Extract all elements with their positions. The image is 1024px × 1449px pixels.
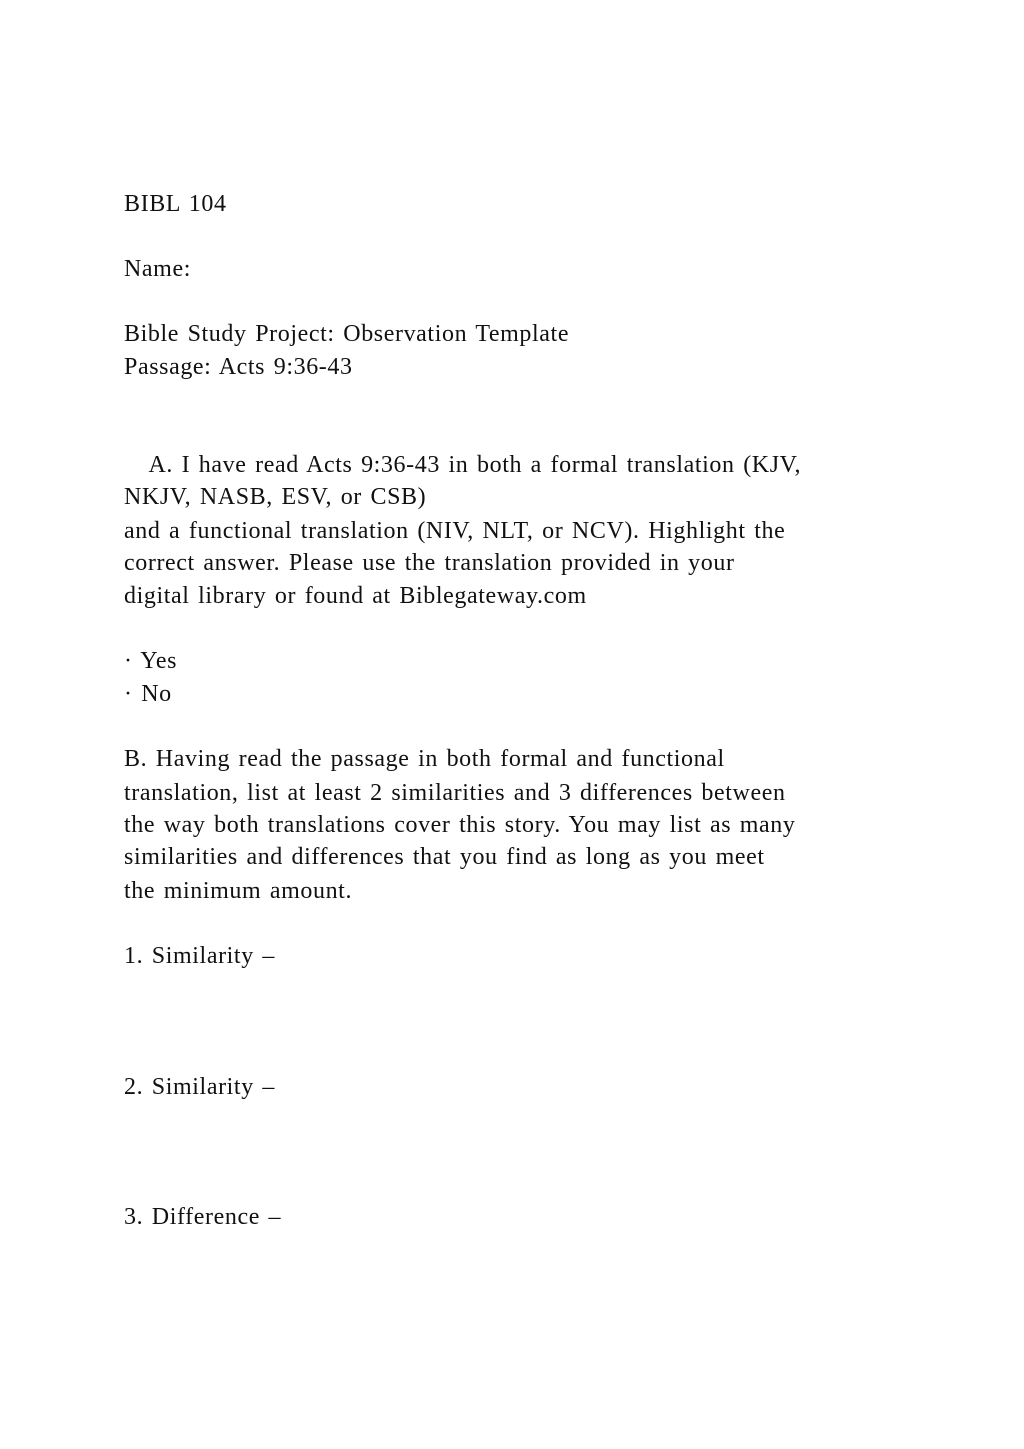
section-b-line: translation, list at least 2 similarities and 3 differences between: [124, 780, 786, 806]
name-label: Name:: [124, 256, 191, 282]
option-no: · No: [124, 681, 172, 707]
section-b-line: similarities and differences that you find as long as you meet: [124, 844, 765, 870]
similarity-item-2: 2. Similarity –: [124, 1074, 275, 1100]
section-a-line: digital library or found at Biblegateway.com: [124, 583, 587, 609]
course-code: BIBL 104: [124, 191, 227, 217]
option-yes: · Yes: [124, 648, 178, 674]
section-a-line: correct answer. Please use the translation provided in your: [124, 550, 735, 576]
section-a-line: A. I have read Acts 9:36-43 in both a formal translation (KJV,: [124, 452, 802, 478]
section-b-line: B. Having read the passage in both formal and functional: [124, 746, 725, 772]
difference-item-3: 3. Difference –: [124, 1204, 282, 1230]
section-a-line: NKJV, NASB, ESV, or CSB): [124, 484, 427, 510]
section-b-line: the minimum amount.: [124, 878, 353, 904]
similarity-item-1: 1. Similarity –: [124, 943, 275, 969]
passage-reference: Passage: Acts 9:36-43: [124, 354, 353, 380]
document-title: Bible Study Project: Observation Template: [124, 321, 570, 347]
section-b-line: the way both translations cover this story. You may list as many: [124, 812, 796, 838]
section-a-line: and a functional translation (NIV, NLT, or NCV). Highlight the: [124, 518, 786, 544]
